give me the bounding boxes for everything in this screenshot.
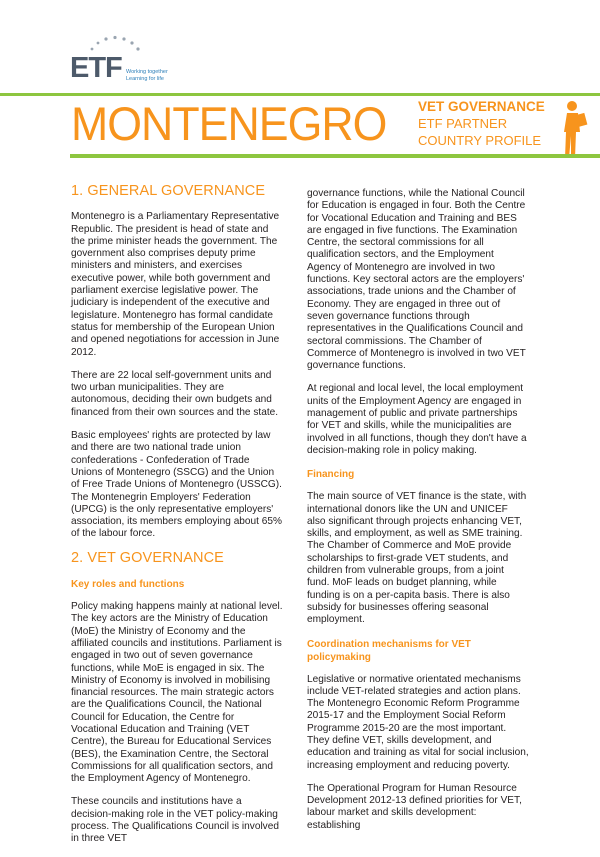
- paragraph: The Operational Program for Human Resource Development 2012-13 defined priorities for VET, labour market and skills development: establishing: [307, 782, 522, 831]
- subheading-key-roles: Key roles and functions: [71, 579, 185, 591]
- column-right: [307, 188, 529, 843]
- etf-logo: [70, 35, 168, 90]
- subheading-coordination: Coordination mechanisms for VET policymaking: [307, 638, 471, 663]
- heading-vet-governance: 2. VET GOVERNANCE: [71, 549, 224, 566]
- paragraph: The main source of VET finance is the state, with international donors like the UN and UNICEF also significant through projects enhancing VET, skills, and employment, as well as SME training. The Chamber of Commerce and MoE provide scholarships to first-grade VET students, and children from vulnerable groups, from a joint fund. MoF leads on budget planning, while funding is on a per-capita basis. There is also subsidy for businesses offering seasonal employment.: [307, 491, 527, 626]
- heading-general-governance: 1. GENERAL GOVERNANCE: [71, 183, 266, 199]
- subtitle-vet-governance: VET GOVERNANCE: [418, 99, 545, 114]
- green-rule-top: [0, 93, 600, 96]
- paragraph: governance functions, while the National Council for Education is engaged in four. Both the Centre for Vocational Education and Training and BES are engaged in five functions. The Examination Centre, the sectoral commissions for all qualification sectors, and the Employment Agency of Montenegro are involved in two functions. Key sectoral actors are the employers' associations, trade unions and the Chamber of Economy. They are engaged in three out of seven governance functions through representatives in the Qualifications Council and sectoral commissions. The Chamber of Commerce of Montenegro is involved in two VET governance functions.: [307, 188, 526, 372]
- paragraph: Legislative or normative orientated mechanisms include VET-related strategies and action plans. The Montenegro Economic Reform Programme 2015-17 and the Employment Social Reform Programme 2015-20 are the most important. They define VET, skills development, and education and training as vital for social inclusion, increasing employment and reducing poverty.: [307, 673, 529, 771]
- paragraph: Basic employees' rights are protected by law and there are two national trade union confederations - Confederation of Trade Unions of Montenegro (SSCG) and the Union of Free Trade Unions of Montenegro (USSCG). The Montenegrin Employers' Federation (UPCG) is the only representative employers' association, its members employing about 65% of the labour force.: [71, 430, 282, 540]
- logo-wordmark: ETF: [70, 52, 122, 84]
- paragraph: Montenegro is a Parliamentary Representative Republic. The president is head of state and the prime minister heads the government. The government also comprises deputy prime ministers and ministers, and exercises executive power, while both government and parliament exercise legislative power. The judiciary is independent of the executive and legislature. Montenegro has formal candidate status for membership of the European Union and opened negotiations for accession in June 2012.: [71, 211, 280, 358]
- paragraph: Policy making happens mainly at national level. The key actors are the Ministry of Education (MoE) the Ministry of Economy and the affiliated councils and institutions. Parliament is engaged in two out of seven governance functions, while MoE is engaged in six. The Ministry of Economy is involved in mobilising financial resources. The main strategic actors are the Qualifications Council, the National Council for Education, the Centre for Vocational Education and Training (VET Centre), the Bureau for Educational Services (BES), the Examination Centre, the Sectoral Commissions for all qualification sectors, and the Employment Agency of Montenegro.: [71, 601, 283, 785]
- page-title: MONTENEGRO: [71, 97, 387, 150]
- subtitle-country-profile: COUNTRY PROFILE: [418, 133, 542, 148]
- paragraph: At regional and local level, the local employment units of the Employment Agency are engaged in management of public and private partnerships for VET and skills, while the municipalities are involved in all functions, though they don't have a decision-making role in policy making.: [307, 383, 527, 456]
- column-left: [71, 185, 283, 857]
- logo-tagline: Working together Learning for life: [126, 69, 168, 82]
- stars-icon: [88, 35, 148, 53]
- paragraph: These councils and institutions have a decision-making role in the VET policy-making process. The Qualifications Council is involved in three VET: [71, 796, 279, 845]
- green-rule-header: [70, 154, 600, 158]
- person-reading-icon: [558, 100, 588, 160]
- paragraph: There are 22 local self-government units and two urban municipalities. They are autonomous, deciding their own budgets and financed from their own sources and the state.: [71, 369, 279, 418]
- subtitle-etf-partner: ETF PARTNER: [418, 116, 508, 131]
- subheading-financing: Financing: [307, 469, 355, 481]
